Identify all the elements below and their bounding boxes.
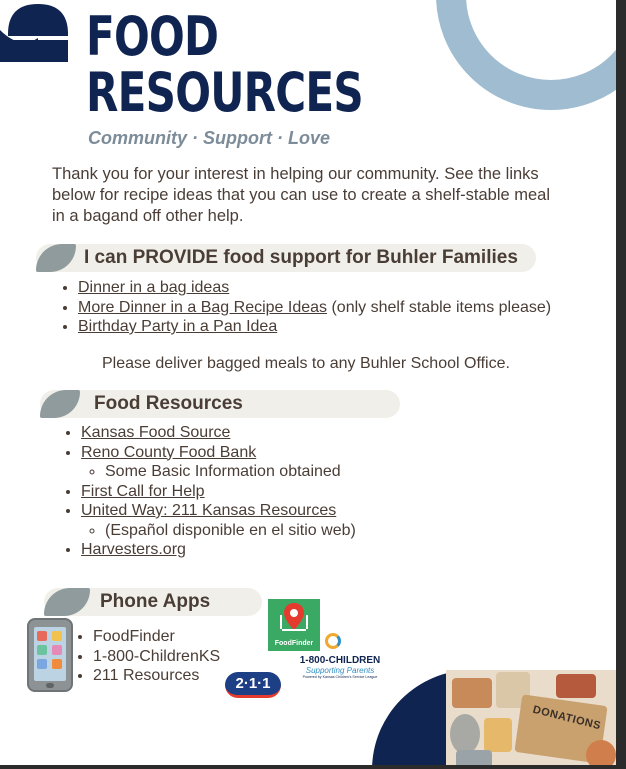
reno-county-food-bank-link[interactable]: Reno County Food Bank	[81, 443, 257, 461]
list-item	[81, 423, 356, 443]
ring-icon	[325, 633, 341, 649]
apps-list	[73, 627, 220, 686]
children-logo-sub: Supporting Parents	[305, 666, 375, 675]
resources-section-heading: Food Resources	[94, 393, 243, 414]
sub-list	[81, 521, 356, 541]
smartphone-icon	[27, 618, 73, 692]
resources-list	[61, 423, 356, 560]
more-dinner-recipes-link[interactable]: More Dinner in a Bag Recipe Ideas	[78, 298, 328, 316]
sub-list-item: ◦ Some Basic Information obtained	[105, 462, 356, 482]
donations-photo	[446, 670, 616, 769]
dinner-in-a-bag-link[interactable]: Dinner in a bag ideas	[78, 279, 230, 296]
children-logo-tiny: Powered by Kansas Children's Service League	[302, 675, 378, 679]
provide-section-heading: I can PROVIDE food support for Buhler Families	[84, 247, 518, 268]
apps-section-heading: Phone Apps	[100, 591, 211, 612]
page-title-line1: FOOD	[86, 5, 219, 68]
list-item	[78, 317, 551, 337]
list-item	[78, 298, 551, 318]
children-logo	[285, 633, 395, 688]
intro-paragraph	[52, 164, 552, 227]
kansas-food-source-link[interactable]: Kansas Food Source	[81, 424, 231, 441]
list-item	[81, 443, 356, 482]
shelf-stable-note: (only shelf stable items please)	[327, 298, 552, 316]
apps-section-header	[44, 588, 262, 616]
list-item	[81, 482, 356, 502]
tagline: Community · Support · Love	[88, 128, 330, 148]
harvesters-link[interactable]: Harvesters.org	[81, 541, 186, 558]
list-item	[81, 540, 356, 560]
list-item	[81, 501, 356, 540]
foodfinder-logo-text: FoodFinder	[274, 640, 314, 647]
united-way-211-link[interactable]: United Way: 211 Kansas Resources	[81, 502, 337, 519]
intro-text: Thank you for your interest in helping our community. See the links below for recipe ideas that you can use to create a shelf-stable meal in a bagand off other help.	[52, 165, 551, 225]
donations-sign: DONATIONS	[531, 703, 603, 733]
leaf-icon	[36, 244, 76, 272]
page-title-line2: RESOURCES	[86, 61, 363, 124]
leaf-icon	[40, 390, 80, 418]
resources-section-header	[40, 390, 400, 418]
first-call-for-help-link[interactable]: First Call for Help	[81, 482, 205, 500]
list-item: • FoodFinder	[93, 627, 220, 647]
birthday-party-link[interactable]: Birthday Party in a Pan Idea	[78, 318, 278, 335]
list-item: • 1-800-ChildrenKS	[93, 647, 220, 667]
list-item	[78, 278, 551, 298]
list-item: • 211 Resources	[93, 666, 220, 686]
sub-list-item: ◦ (Español disponible en el sitio web)	[105, 521, 356, 541]
leaf-icon	[44, 588, 90, 616]
decorative-arc	[436, 0, 626, 110]
logo-shape-icon	[0, 0, 76, 62]
sub-list	[81, 462, 356, 482]
page-edge	[616, 0, 626, 769]
provide-section-header	[36, 244, 536, 272]
badge-211-logo: 2·1·1	[225, 672, 281, 698]
children-logo-main: 1-800-CHILDREN	[299, 655, 381, 666]
delivery-note: Please deliver bagged meals to any Buhler School Office.	[102, 355, 510, 372]
provide-links-list	[58, 278, 551, 337]
page-edge	[0, 765, 626, 769]
